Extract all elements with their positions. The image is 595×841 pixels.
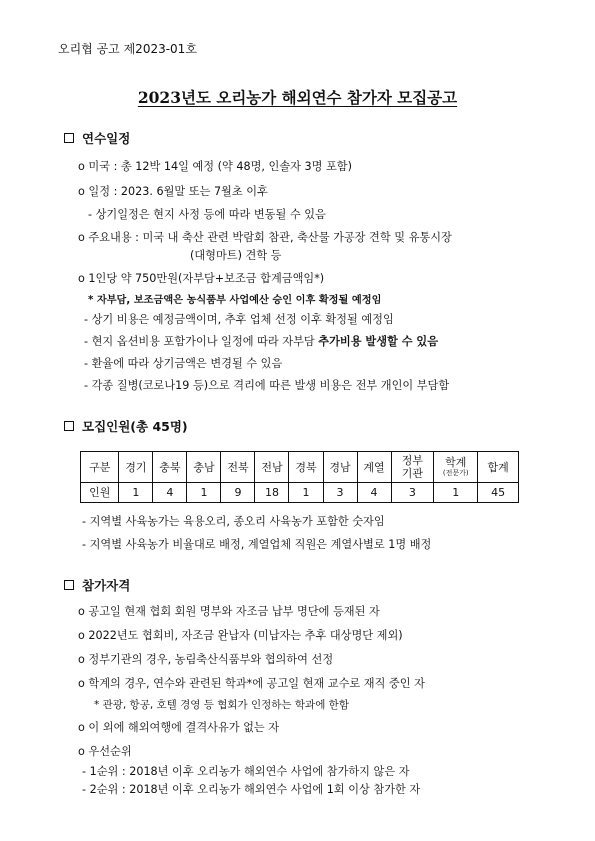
checkbox-square-icon — [64, 421, 74, 431]
table-header-cell: 구분 — [81, 452, 119, 483]
eligibility-item-academia: o 학계의 경우, 연수와 관련된 학과*에 공고일 현재 교수로 재직 중인 자 — [78, 677, 425, 690]
table-cell: 1 — [119, 483, 153, 503]
table-cell: 1 — [187, 483, 221, 503]
table-header-subline: (전문가) — [442, 469, 469, 477]
recruit-note-allocation: - 지역별 사육농가 비율대로 배정, 계열업체 직원은 계열사별로 1명 배정 — [82, 538, 432, 551]
checkbox-square-icon — [64, 133, 74, 143]
section-eligibility-heading — [64, 576, 130, 594]
recruit-table — [80, 451, 519, 503]
section-recruit-heading — [64, 417, 188, 435]
schedule-note-disease: - 각종 질병(코로나19 등)으로 격리에 따른 발생 비용은 전부 개인이 부담함 — [84, 379, 450, 392]
table-header-cell: 충남 — [187, 452, 221, 483]
table-cell: 45 — [478, 483, 519, 503]
table-row — [81, 483, 519, 503]
schedule-note-change: - 상기일정은 현지 사정 등에 따라 변동될 수 있음 — [88, 208, 326, 221]
schedule-item-cost: o 1인당 약 750만원(자부담+보조금 합계금액임*) — [78, 272, 325, 285]
recruit-note-regional: - 지역별 사육농가는 육용오리, 종오리 사육농가 포함한 숫자임 — [82, 515, 385, 528]
schedule-note-option — [84, 333, 438, 349]
table-cell: 9 — [221, 483, 255, 503]
section-recruit-title: 모집인원(총 45명) — [82, 419, 188, 434]
table-header-cell-government — [391, 452, 434, 483]
checkbox-square-icon — [64, 580, 74, 590]
table-header-cell-academia — [434, 452, 478, 483]
schedule-note-exchange: - 환율에 따라 상기금액은 변경될 수 있음 — [84, 357, 283, 370]
table-header-cell: 경기 — [119, 452, 153, 483]
table-header-cell: 전북 — [221, 452, 255, 483]
page-title — [0, 86, 595, 108]
eligibility-item-member: o 공고일 현재 협회 회원 명부와 자조금 납부 명단에 등재된 자 — [78, 605, 380, 618]
priority-second: - 2순위 : 2018년 이후 오리농가 해외연수 사업에 1회 이상 참가한 자 — [82, 783, 421, 796]
page-title-text: 2023년도 오리농가 해외연수 참가자 모집공고 — [137, 88, 458, 107]
schedule-item-content: o 주요내용 : 미국 내 축산 관련 박람회 참관, 축산물 가공장 견학 및 유통시장 — [78, 231, 452, 244]
table-header-cell: 전남 — [255, 452, 289, 483]
schedule-item-destination: o 미국 : 총 12박 14일 예정 (약 48명, 인솔자 3명 포함) — [78, 160, 352, 173]
table-cell: 1 — [289, 483, 323, 503]
eligibility-item-travel: o 이 외에 해외여행에 결격사유가 없는 자 — [78, 721, 280, 734]
schedule-item-content-cont: (대형마트) 견학 등 — [190, 249, 282, 262]
table-cell: 인원 — [81, 483, 119, 503]
table-cell: 18 — [255, 483, 289, 503]
schedule-item-period: o 일정 : 2023. 6월말 또는 7월초 이후 — [78, 185, 268, 198]
table-cell: 4 — [153, 483, 187, 503]
table-header-cell: 합계 — [478, 452, 519, 483]
schedule-note-estimate: - 상기 비용은 예정금액이며, 추후 업체 선정 이후 확정될 예정임 — [84, 313, 394, 326]
eligibility-item-dues: o 2022년도 협회비, 자조금 완납자 (미납자는 추후 대상명단 제외) — [78, 629, 403, 642]
eligibility-item-government: o 정부기관의 경우, 농림축산식품부와 협의하여 선정 — [78, 653, 334, 666]
schedule-cost-footnote: * 자부담, 보조금액은 농식품부 사업예산 승인 이후 확정될 예정임 — [88, 295, 382, 306]
table-header-cell: 경남 — [323, 452, 357, 483]
table-cell: 1 — [434, 483, 478, 503]
table-cell: 4 — [357, 483, 391, 503]
table-header-line: 학계 — [445, 456, 467, 469]
table-cell: 3 — [391, 483, 434, 503]
table-header-line: 기관 — [401, 467, 424, 480]
section-eligibility-title: 참가자격 — [82, 578, 131, 593]
table-header-line: 정부 — [401, 454, 424, 467]
table-header-row — [81, 452, 519, 483]
table-header-cell: 충북 — [153, 452, 187, 483]
eligibility-academia-footnote: * 관광, 항공, 호텔 경영 등 협회가 인정하는 학과에 한함 — [94, 699, 349, 711]
priority-first: - 1순위 : 2018년 이후 오리농가 해외연수 사업에 참가하지 않은 자 — [82, 765, 410, 778]
schedule-note-option-emphasis: 추가비용 발생할 수 있음 — [318, 335, 439, 348]
table-header-cell: 계열 — [357, 452, 391, 483]
section-schedule-heading — [64, 129, 130, 147]
eligibility-item-priority: o 우선순위 — [78, 745, 132, 758]
table-cell: 3 — [323, 483, 357, 503]
schedule-note-option-text: - 현지 옵션비용 포함가이나 일정에 따라 자부담 — [84, 335, 319, 348]
section-schedule-title: 연수일정 — [82, 131, 131, 146]
notice-number: 오리협 공고 제2023-01호 — [58, 42, 197, 56]
table-header-cell: 경북 — [289, 452, 323, 483]
